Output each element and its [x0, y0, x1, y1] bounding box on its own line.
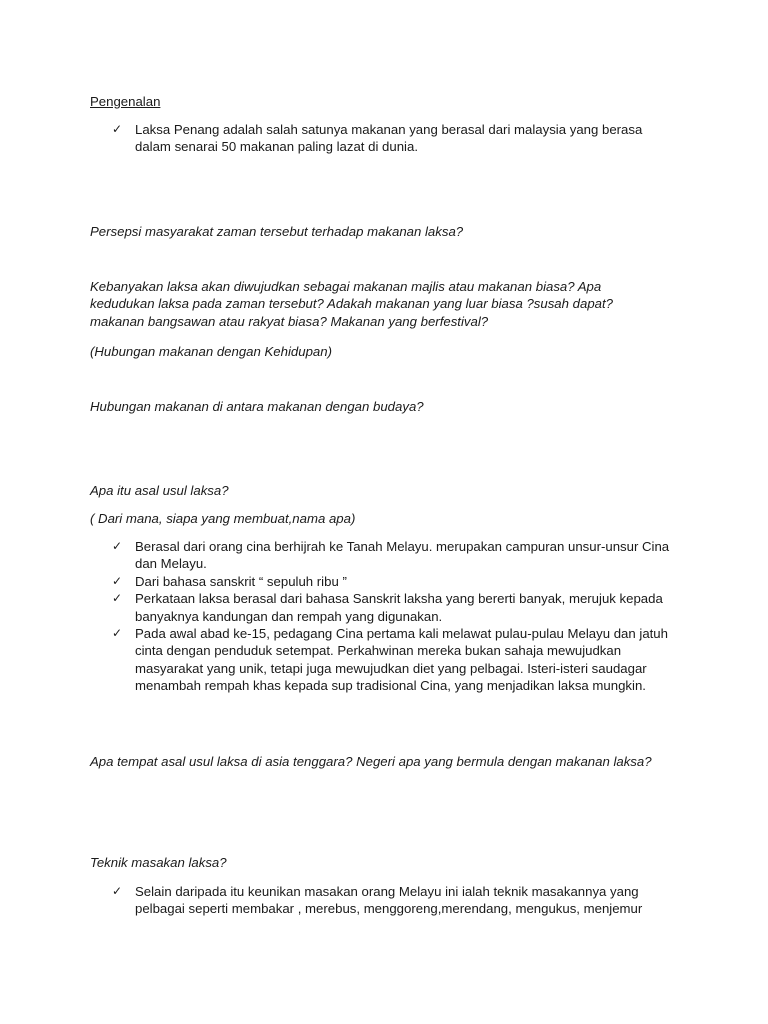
list-item — [90, 538, 680, 573]
check-icon: ✓ — [112, 573, 123, 588]
list-item — [90, 590, 680, 625]
list-item — [90, 625, 680, 695]
list-item-text: Laksa Penang adalah salah satunya makanan yang berasal dari malaysia yang berasa dalam senarai 50 makanan paling lazat di dunia. — [135, 122, 643, 155]
hubungan-budaya-question: Hubungan makanan di antara makanan dengan budaya? — [90, 399, 424, 414]
list-item-text: Selain daripada itu keunikan masakan orang Melayu ini ialah teknik masakannya yang pelbagai seperti membakar , merebus, menggoreng,merendang, mengukus, menjemur — [135, 884, 643, 917]
persepsi-paragraph: Kebanyakan laksa akan diwujudkan sebagai makanan majlis atau makanan biasa? Apa kedudukan laksa pada zaman tersebut? Adakah makanan yang luar biasa ?susah dapat? makanan bangsawan atau rakyat biasa? Makanan yang berfestival? — [90, 279, 613, 329]
persepsi-heading: Persepsi masyarakat zaman tersebut terhadap makanan laksa? — [90, 224, 464, 239]
asal-usul-subheading: ( Dari mana, siapa yang membuat,nama apa) — [90, 511, 356, 526]
list-item-text: Berasal dari orang cina berhijrah ke Tanah Melayu. merupakan campuran unsur-unsur Cina dan Melayu. — [135, 539, 670, 572]
list-item — [90, 573, 680, 590]
check-icon: ✓ — [112, 122, 123, 136]
asal-usul-list — [90, 538, 680, 695]
check-icon: ✓ — [112, 626, 123, 641]
section-heading-pengenalan: Pengenalan — [90, 94, 161, 109]
hubungan-kehidupan-note: (Hubungan makanan dengan Kehidupan) — [90, 344, 332, 359]
teknik-list — [90, 883, 680, 918]
tempat-asal-question: Apa tempat asal usul laksa di asia tenggara? Negeri apa yang bermula dengan makanan laksa? — [90, 754, 652, 769]
teknik-heading: Teknik masakan laksa? — [90, 855, 227, 870]
check-icon: ✓ — [112, 591, 123, 606]
list-item-text: Dari bahasa sanskrit “ sepuluh ribu ” — [135, 573, 347, 589]
list-item-text: Pada awal abad ke-15, pedagang Cina pertama kali melawat pulau-pulau Melayu dan jatuh cinta dengan penduduk setempat. Perkahwinan mereka bukan sahaja mewujudkan masyarakat yang unik, tetapi juga mewujudkan diet yang pelbagai. Isteri-isteri saudagar menambah rempah khas kepada sup tradisional Cina, yang menjadikan laksa mungkin. — [135, 626, 668, 694]
check-icon: ✓ — [112, 884, 123, 898]
intro-list — [90, 121, 680, 156]
check-icon: ✓ — [112, 539, 123, 553]
asal-usul-heading: Apa itu asal usul laksa? — [90, 483, 229, 498]
list-item-text: Perkataan laksa berasal dari bahasa Sanskrit laksha yang bererti banyak, merujuk kepada banyaknya kandungan dan rempah yang digunakan. — [135, 591, 663, 624]
list-item — [90, 883, 680, 918]
list-item — [90, 121, 680, 156]
